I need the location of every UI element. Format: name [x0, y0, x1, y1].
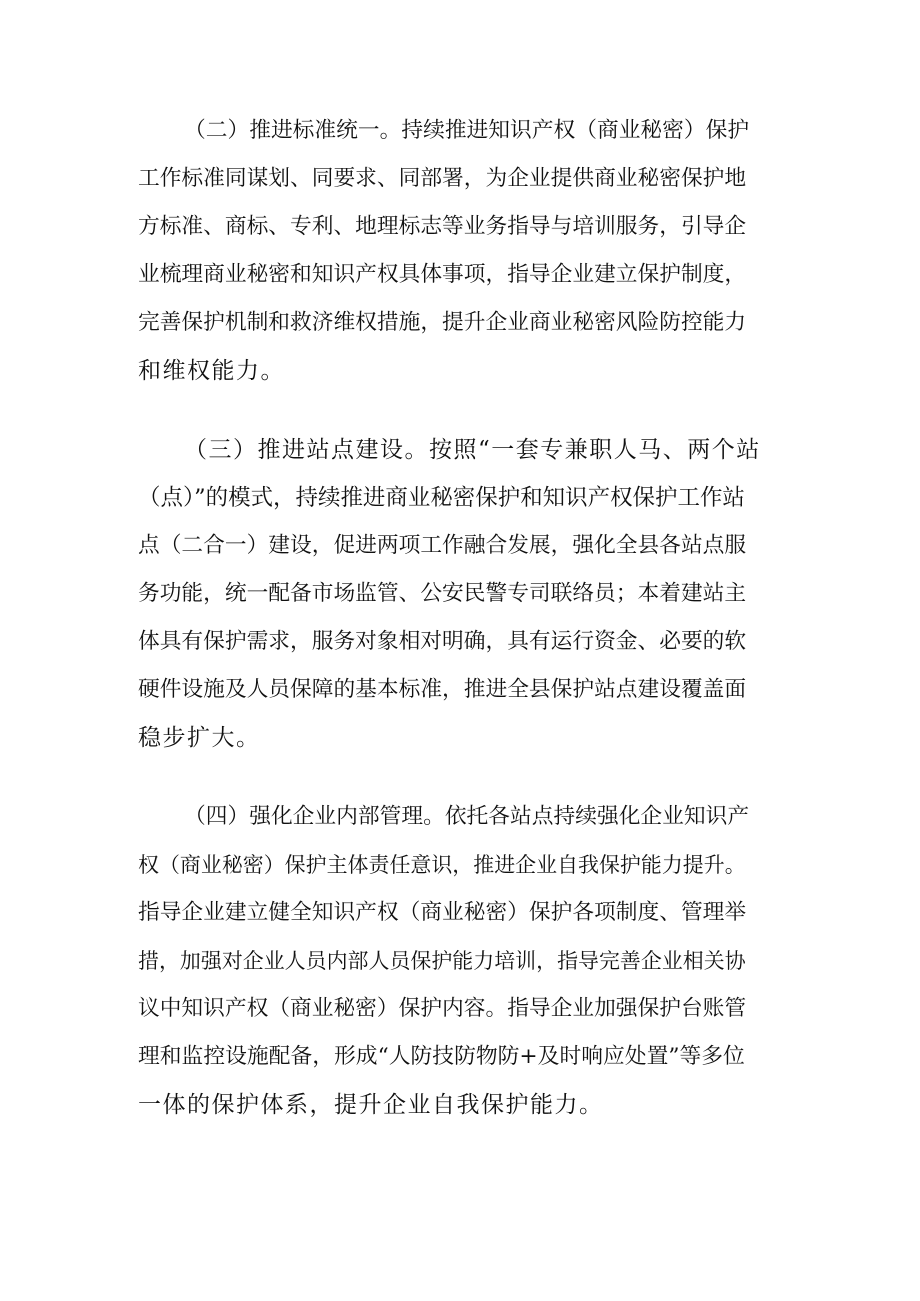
paragraph-line: 措，加强对企业人员内部人员保护能力培训，指导完善企业相关协: [138, 949, 746, 973]
paragraph-line: 议中知识产权（商业秘密）保护内容。指导企业加强保护台账管: [138, 996, 747, 1021]
paragraph-internal-management: [138, 793, 786, 1129]
paragraph-line: 稳步扩大。: [138, 725, 261, 751]
paragraph-line: 方标准、商标、专利、地理标志等业务指导与培训服务，引导企: [138, 214, 747, 239]
paragraph-standard-unification: [138, 107, 786, 395]
paragraph-line: 硬件设施及人员保障的基本标准，推进全县保护站点建设覆盖面: [138, 677, 747, 702]
paragraph-line: （点）”的模式，持续推进商业秘密保护和知识产权保护工作站: [138, 485, 745, 511]
paragraph-line: 点（二合一）建设，促进两项工作融合发展，强化全县各站点服: [138, 533, 747, 558]
paragraph-line: 权（商业秘密）保护主体责任意识，推进企业自我保护能力提升。: [138, 853, 746, 877]
paragraph-line: 务功能，统一配备市场监管、公安民警专司联络员；本着建站主: [138, 581, 747, 606]
paragraph-station-construction: [138, 426, 786, 762]
paragraph-line: 理和监控设施配备，形成“人防技防物防+及时响应处置”等多位: [138, 1044, 745, 1069]
paragraph-line: （三）推进站点建设。按照“一套专兼职人马、两个站: [184, 437, 761, 463]
paragraph-line: （二）推进标准统一。持续推进知识产权（商业秘密）保护: [184, 118, 750, 143]
paragraph-line: 完善保护机制和救济维权措施，提升企业商业秘密风险防控能力: [138, 310, 747, 335]
paragraph-line: 业梳理商业秘密和知识产权具体事项，指导企业建立保护制度，: [138, 262, 747, 287]
paragraph-line: 和维权能力。: [138, 358, 285, 384]
paragraph-line: （四）强化企业内部管理。依托各站点持续强化企业知识产: [184, 804, 750, 829]
paragraph-line: 一体的保护体系，提升企业自我保护能力。: [138, 1092, 604, 1118]
paragraph-line: 指导企业建立健全知识产权（商业秘密）保护各项制度、管理举: [138, 900, 747, 925]
paragraph-line: 体具有保护需求，服务对象相对明确，具有运行资金、必要的软: [138, 629, 747, 654]
paragraph-line: 工作标准同谋划、同要求、同部署，为企业提供商业秘密保护地: [138, 166, 747, 191]
